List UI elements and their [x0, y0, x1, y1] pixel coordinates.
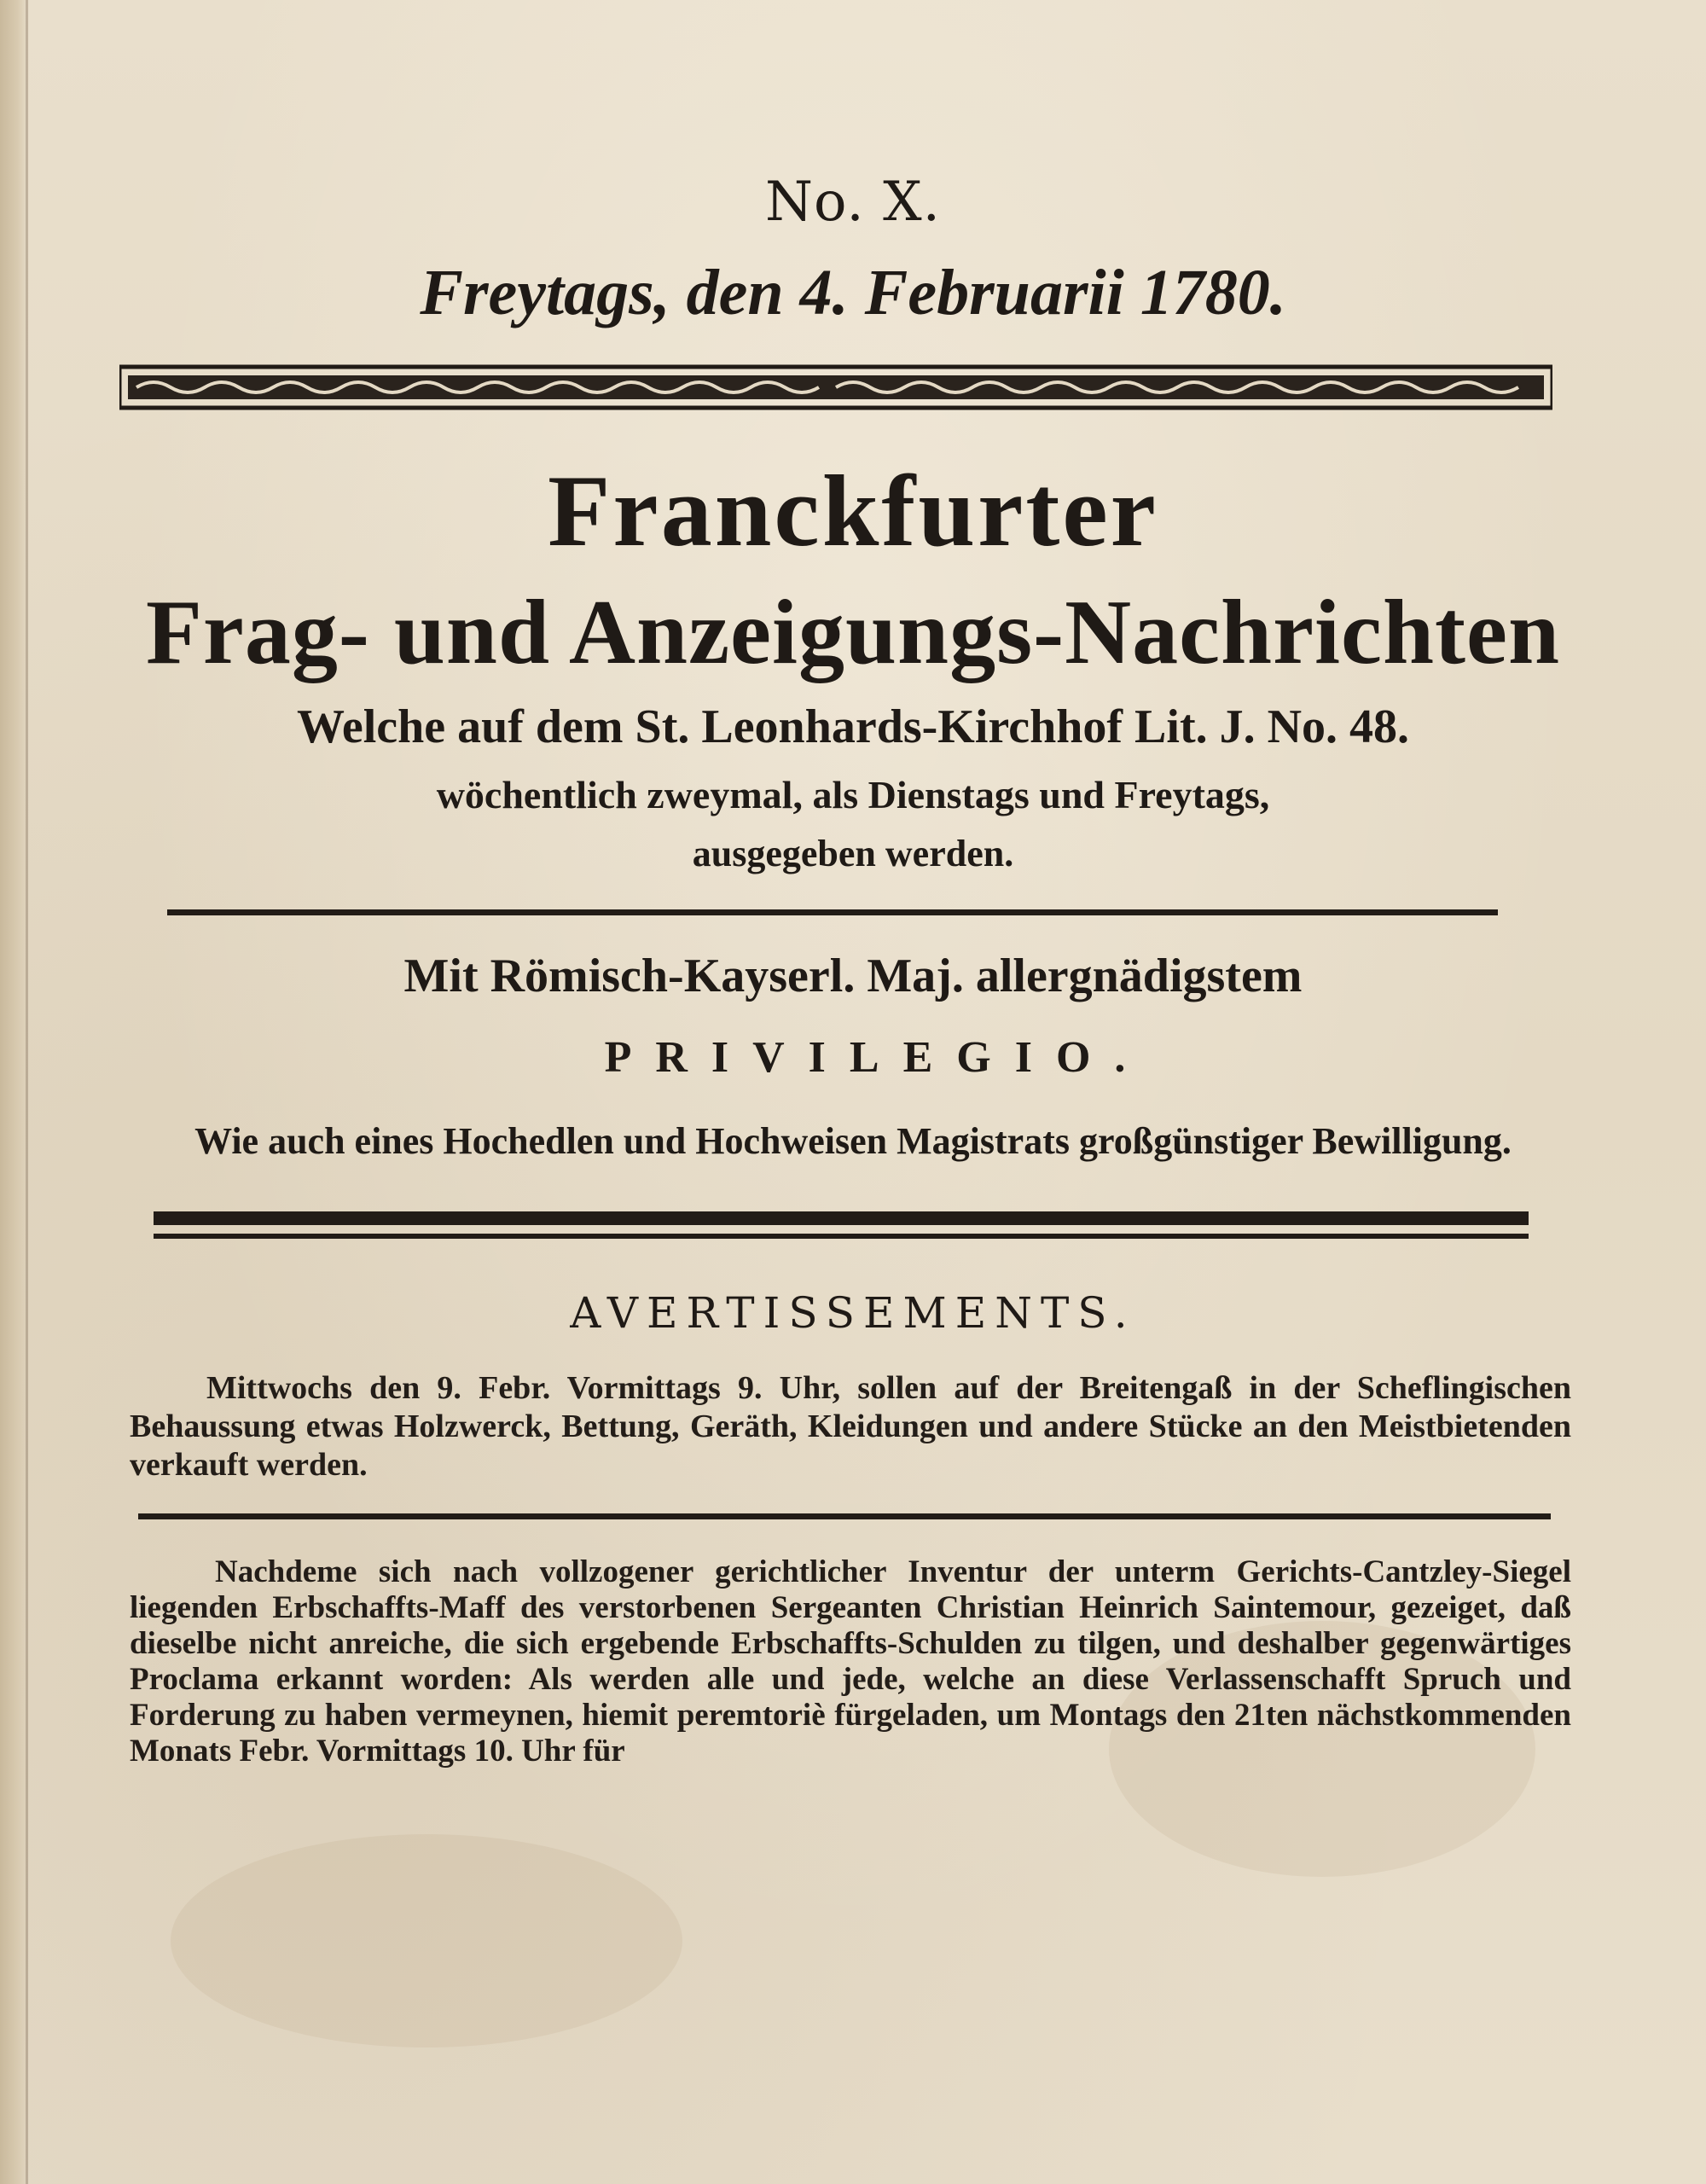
divider-rule: [138, 1513, 1551, 1519]
ornamental-border: [119, 362, 1552, 413]
masthead-title-line-2: Frag- und Anzeigungs-Nachrichten: [145, 582, 1561, 683]
section-heading: AVERTISSEMENTS.: [570, 1288, 1136, 1338]
issued-line: ausgegeben werden.: [692, 833, 1014, 874]
divider-rule: [167, 909, 1498, 915]
double-rule-thick: [154, 1211, 1529, 1225]
masthead-title-line-1: Franckfurter: [548, 454, 1158, 567]
notice-paragraph: Mittwochs den 9. Febr. Vormittags 9. Uhr, sollen auf der Breitengaß in der Scheflingischen Behaussung etwas Holzwerck, Bettung, Geräth, Kleidungen und andere Stücke an den Meistbietenden verkauft werden.: [130, 1370, 1571, 1483]
privilege-grant-line: Mit Römisch-Kayserl. Maj. allergnädigstem: [403, 950, 1303, 1002]
privilegio-heading: PRIVILEGIO.: [604, 1033, 1150, 1082]
notice-paragraph: Nachdeme sich nach vollzogener gerichtlicher Inventur der unterm Gerichts-Cantzley-Siegel liegenden Erbschaffts-Maff des verstorbenen Sergeanten Christian Heinrich Saintemour, gezeiget, daß dieselbe nicht anreiche, die sich ergebende Erbschaffts-Schulden zu tilgen, und deshalber gegenwärtiges Proclama erkannt worden: Als werden alle und jede, welche an diese Verlassenschafft Spruch und Forderung zu haben vermeynen, hiemit peremtoriè fürgeladen, um Montags den 21ten nächstkommenden Monats Febr. Vormittags 10. Uhr für: [130, 1554, 1571, 1769]
publisher-line: Welche auf dem St. Leonhards-Kirchhof Lit. J. No. 48.: [296, 700, 1410, 753]
issue-date: Freytags, den 4. Februarii 1780.: [420, 257, 1286, 328]
double-rule-thin: [154, 1234, 1529, 1239]
frequency-line: wöchentlich zweymal, als Dienstags und Freytags,: [436, 773, 1270, 816]
issue-number: No. X.: [765, 171, 941, 234]
magistrate-line: Wie auch eines Hochedlen und Hochweisen Magistrats großgünstiger Bewilligung.: [194, 1120, 1512, 1162]
paper-stain: [171, 1834, 682, 2048]
